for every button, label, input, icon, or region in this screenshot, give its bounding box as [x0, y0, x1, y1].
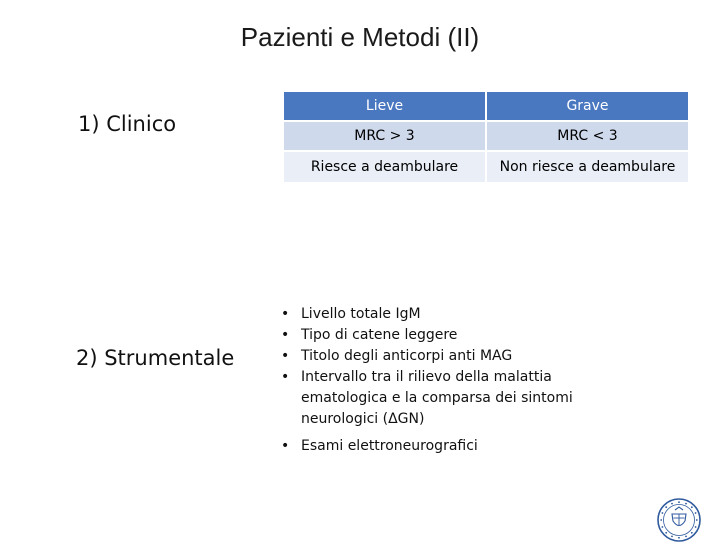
bullet: •	[281, 369, 290, 385]
bullet: •	[281, 327, 290, 343]
table-row	[284, 151, 689, 182]
section-strumentale-label: 2) Strumentale	[76, 346, 235, 370]
list-item-text: Esami elettroneurografici	[301, 438, 478, 454]
table-cell: Riesce a deambulare	[284, 151, 486, 182]
university-seal-icon	[656, 497, 702, 543]
bullet: •	[281, 306, 290, 322]
bullet: •	[281, 438, 290, 454]
list-item-text: Intervallo tra il rilievo della malattia ematologica e la comparsa dei sintomi neurologici (ΔGN)	[301, 369, 573, 427]
list-item	[278, 304, 598, 325]
table-header-row	[284, 92, 689, 121]
table-cell: MRC > 3	[284, 121, 486, 151]
header-grave: Grave	[486, 92, 689, 121]
severity-table	[284, 92, 690, 182]
list-item-text: Livello totale IgM	[301, 306, 421, 322]
section-clinico-label: 1) Clinico	[78, 112, 177, 136]
list-item-text: Tipo di catene leggere	[301, 327, 458, 343]
list-item	[278, 367, 598, 430]
slide-title: Pazienti e Metodi (II)	[240, 22, 480, 52]
parameters-list	[278, 304, 598, 457]
table-cell: MRC < 3	[486, 121, 689, 151]
table-cell: Non riesce a deambulare	[486, 151, 689, 182]
table-row	[284, 121, 689, 151]
bullet: •	[281, 348, 290, 364]
list-item	[278, 436, 598, 457]
list-item	[278, 346, 598, 367]
list-item	[278, 325, 598, 346]
list-item-text: Titolo degli anticorpi anti MAG	[301, 348, 513, 364]
header-lieve: Lieve	[284, 92, 486, 121]
